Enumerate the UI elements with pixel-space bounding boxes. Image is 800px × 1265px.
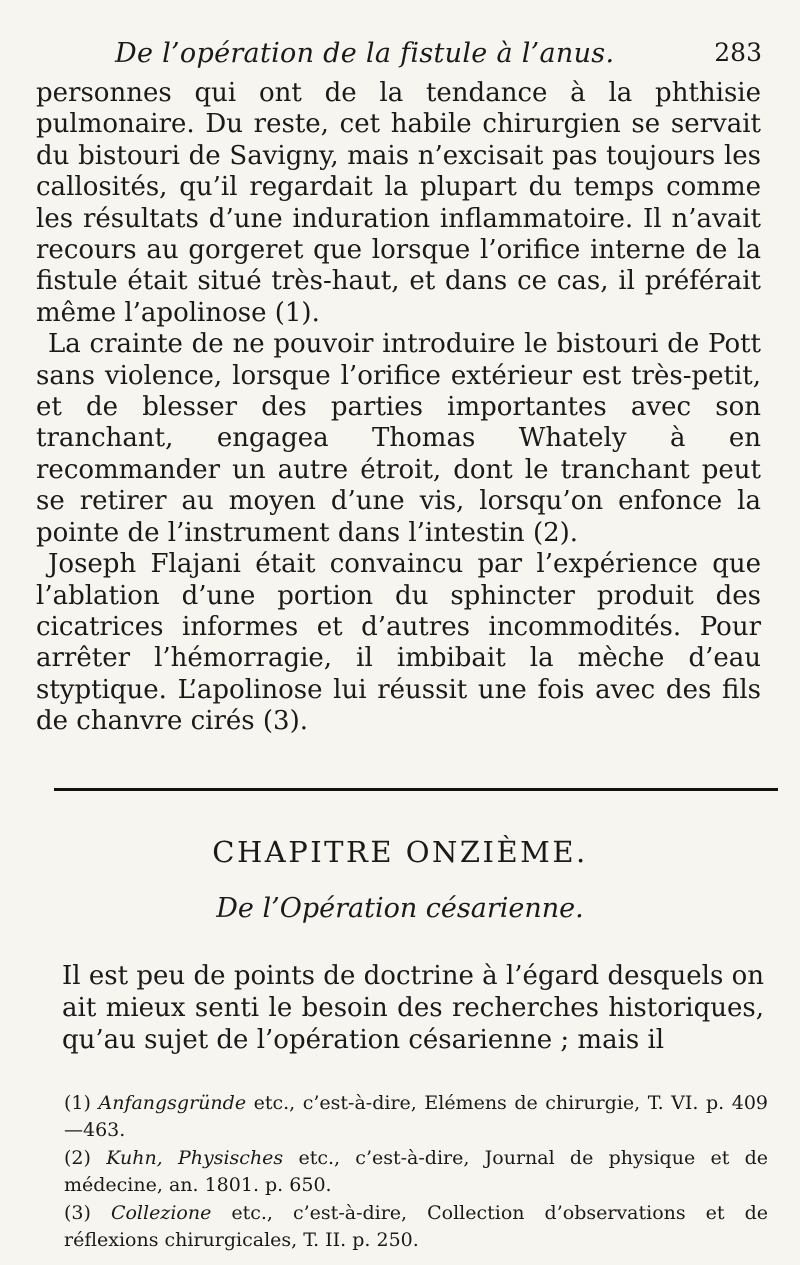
- footnote-text: etc., c’est-à-dire, Elémens de chirurgie, T. VI. p. 409—463.: [64, 1092, 768, 1142]
- footnote-title: Anfangsgründe: [98, 1092, 247, 1114]
- chapter-opening: [62, 960, 764, 1056]
- chapter-subtitle: De l’Opération césarienne.: [216, 893, 584, 924]
- paragraph: La crainte de ne pouvoir introduire le bistouri de Pott sans violence, lorsque l’orifice extérieur est très-petit, et de blesser des parties importantes avec son tranchant, engagea Thomas Whately à en recommander un autre étroit, dont le tranchant peut se retirer au moyen d’une vis, lorsqu’on enfonce la pointe de l’instrument dans l’intestin (2).: [36, 329, 761, 548]
- footnote-marker: (1): [64, 1092, 91, 1114]
- footnote-text: etc., c’est-à-dire, Collection d’observations et de réflexions chirurgicales, T. II. p. 250.: [64, 1201, 768, 1252]
- footnote: [64, 1090, 768, 1145]
- paragraph: personnes qui ont de la tendance à la phthisie pulmonaire. Du reste, cet habile chirurgien se servait du bistouri de Savigny, mais n’excisait pas toujours les callosités, qu’il regardait la plupart du temps comme les résultats d’une induration inflammatoire. Il n’avait recours au gorgeret que lorsque l’orifice interne de la fistule était situé très-haut, et dans ce cas, il préférait même l’apolinose (1).: [36, 78, 761, 328]
- body-text: [36, 78, 761, 738]
- footnote-title: Kuhn, Physisches: [106, 1146, 284, 1169]
- footnote-marker: (2): [64, 1146, 91, 1169]
- running-header: [0, 38, 800, 78]
- paragraph: Il est peu de points de doctrine à l’égard desquels on ait mieux senti le besoin des recherches historiques, qu’au sujet de l’opération césarienne ; mais il: [62, 961, 764, 1055]
- footnote: [64, 1200, 768, 1255]
- footnote-title: Collezione: [110, 1201, 212, 1224]
- footnotes: [64, 1090, 768, 1254]
- chapter-divider-rule: [54, 788, 778, 791]
- footnote: [64, 1145, 768, 1200]
- footnote-text: etc., c’est-à-dire, Journal de physique et de médecine, an. 1801. p. 650.: [64, 1146, 768, 1197]
- paragraph: Joseph Flajani était convaincu par l’expérience que l’ablation d’une portion du sphincter produit des cicatrices informes et d’autres incommodités. Pour arrêter l’hémorragie, il imbibait la mèche d’eau styptique. L’apolinose lui réussit une fois avec des fils de chanvre cirés (3).: [36, 549, 761, 737]
- footnote-marker: (3): [64, 1201, 91, 1224]
- page-number: 283: [714, 38, 762, 67]
- chapter-title: CHAPITRE ONZIÈME.: [212, 835, 588, 869]
- running-title: De l’opération de la fistule à l’anus.: [115, 38, 615, 69]
